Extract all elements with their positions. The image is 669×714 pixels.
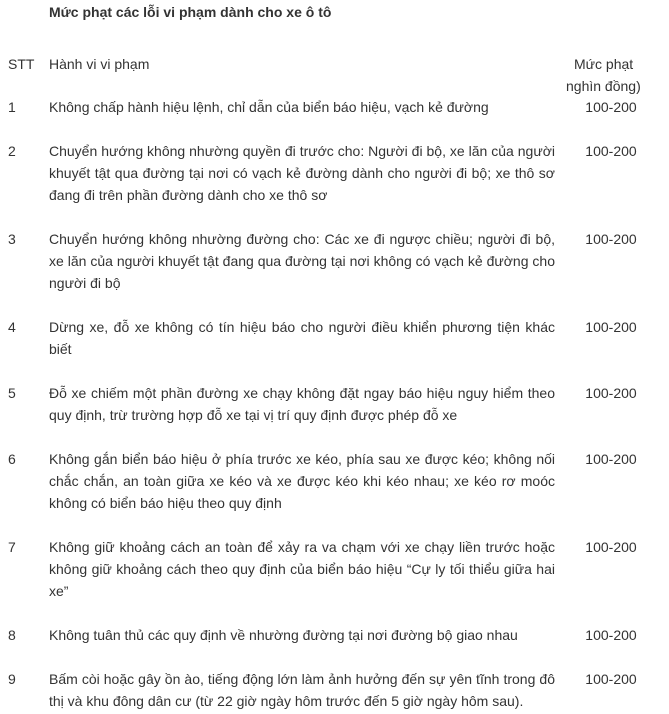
- header-stt: STT: [8, 56, 35, 72]
- row-stt: 7: [8, 539, 16, 555]
- row-violation: Đỗ xe chiếm một phần đường xe chạy không đặt ngay báo hiệu nguy hiểm theo quy định, trừ trường hợp đỗ xe tại vị trí quy định được phép đỗ xe: [49, 385, 555, 423]
- row-violation: Dừng xe, đỗ xe không có tín hiệu báo cho người điều khiển phương tiện khác biết: [49, 319, 555, 357]
- row-fine: 100-200: [585, 671, 637, 687]
- row-fine: 100-200: [585, 539, 637, 555]
- row-fine: 100-200: [585, 231, 637, 247]
- row-stt: 5: [8, 385, 16, 401]
- row-stt: 2: [8, 143, 16, 159]
- page-title: Mức phạt các lỗi vi phạm dành cho xe ô tô: [49, 4, 332, 20]
- row-violation: Không gắn biển báo hiệu ở phía trước xe kéo, phía sau xe được kéo; không nối chắc chắn, an toàn giữa xe kéo và xe được kéo khi kéo nhau; xe kéo rơ moóc không có biển báo hiệu theo quy định: [49, 451, 555, 511]
- table-header: [0, 53, 669, 97]
- row-fine: 100-200: [585, 99, 637, 115]
- header-fine-line2: nghìn đồng): [566, 78, 641, 94]
- row-stt: 3: [8, 231, 16, 247]
- row-violation: Không giữ khoảng cách an toàn để xảy ra va chạm với xe chạy liền trước hoặc không giữ khoảng cách theo quy định của biển báo hiệu “Cự ly tối thiểu giữa hai xe”: [49, 539, 555, 599]
- row-violation: Chuyển hướng không nhường quyền đi trước cho: Người đi bộ, xe lăn của người khuyết tật qua đường tại nơi có vạch kẻ đường dành cho người đi bộ; xe thô sơ đang đi trên phần đường dành cho xe thô sơ: [49, 143, 555, 203]
- row-stt: 4: [8, 319, 16, 335]
- row-stt: 1: [8, 99, 16, 115]
- row-fine: 100-200: [585, 385, 637, 401]
- row-fine: 100-200: [585, 319, 637, 335]
- header-fine-line1: Mức phạt: [574, 56, 634, 72]
- header-fine: [566, 53, 656, 97]
- row-stt: 6: [8, 451, 16, 467]
- row-stt: 9: [8, 671, 16, 687]
- row-violation: Không chấp hành hiệu lệnh, chỉ dẫn của biển báo hiệu, vạch kẻ đường: [49, 99, 489, 115]
- row-fine: 100-200: [585, 627, 637, 643]
- row-fine: 100-200: [585, 451, 637, 467]
- header-violation: Hành vi vi phạm: [49, 56, 150, 72]
- row-stt: 8: [8, 627, 16, 643]
- row-violation: Chuyển hướng không nhường đường cho: Các xe đi ngược chiều; người đi bộ, xe lăn của người khuyết tật đang qua đường tại nơi không có vạch kẻ đường cho người đi bộ: [49, 231, 555, 291]
- row-violation: Không tuân thủ các quy định về nhường đường tại nơi đường bộ giao nhau: [49, 627, 518, 643]
- row-fine: 100-200: [585, 143, 637, 159]
- row-violation: Bấm còi hoặc gây ồn ào, tiếng động lớn làm ảnh hưởng đến sự yên tĩnh trong đô thị và khu đông dân cư (từ 22 giờ ngày hôm trước đến 5 giờ ngày hôm sau).: [49, 671, 555, 709]
